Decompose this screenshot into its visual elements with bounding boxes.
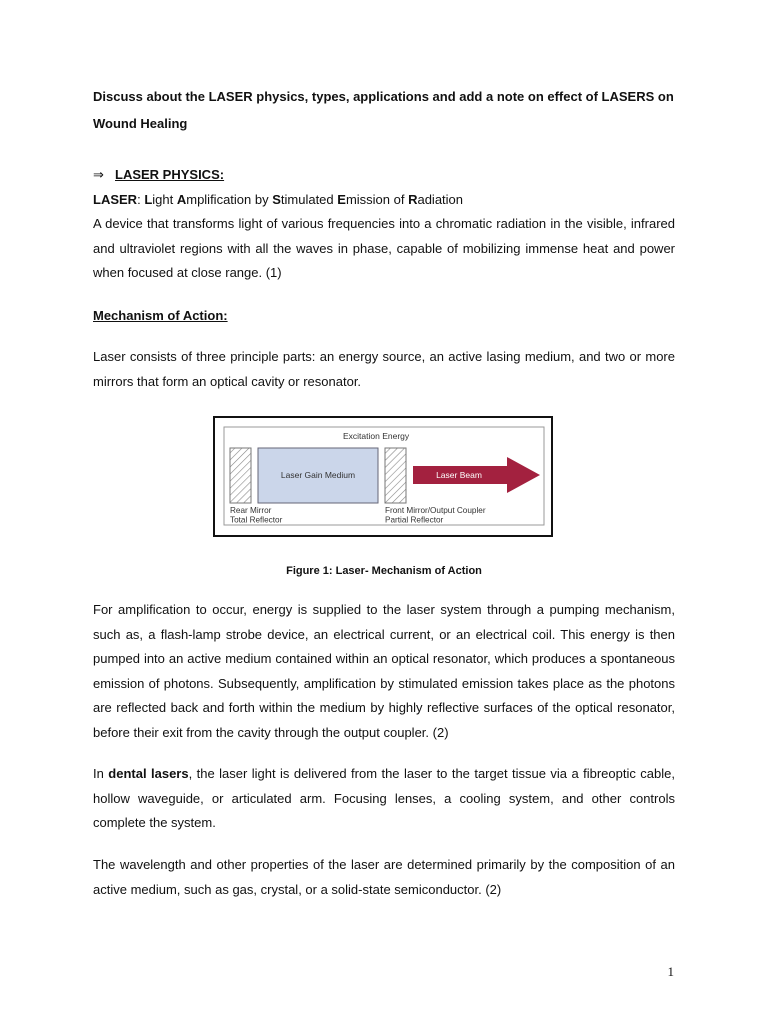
letter-r: R bbox=[408, 192, 418, 207]
front-mirror-label: Front Mirror/Output Coupler bbox=[385, 506, 486, 515]
excitation-energy-label: Excitation Energy bbox=[343, 431, 410, 441]
laser-diagram bbox=[215, 418, 551, 535]
gain-medium-label: Laser Gain Medium bbox=[280, 470, 356, 480]
front-mirror-shape bbox=[385, 448, 406, 503]
laser-term: LASER bbox=[93, 192, 138, 207]
laser-acronym-definition bbox=[93, 188, 675, 213]
laser-physics-heading: LASER PHYSICS: bbox=[115, 167, 225, 182]
total-reflector-label: Total Reflector bbox=[230, 515, 283, 525]
word-ight: ight bbox=[152, 192, 177, 207]
rear-mirror-label: Rear Mirror bbox=[230, 506, 272, 515]
word-adiation: adiation bbox=[417, 192, 464, 207]
word-mplification: mplification by bbox=[186, 192, 273, 207]
word-timulated: timulated bbox=[280, 192, 338, 207]
letter-e: E bbox=[337, 192, 346, 207]
letter-s: S bbox=[272, 192, 281, 207]
document-title: Discuss about the LASER physics, types, applications and add a note on effect of LASERS on Wound Healing bbox=[93, 89, 674, 131]
mechanism-heading: Mechanism of Action: bbox=[93, 308, 228, 323]
word-mission: mission of bbox=[345, 192, 409, 207]
paragraph-dental-lasers bbox=[93, 762, 675, 836]
figure-laser-mechanism bbox=[213, 416, 553, 537]
page-number: 1 bbox=[667, 964, 674, 979]
letter-l: L bbox=[144, 192, 153, 207]
rear-mirror-shape bbox=[230, 448, 251, 503]
section-heading-laser-physics bbox=[93, 163, 675, 188]
dental-rest: , the laser light is delivered from the laser to the target tissue via a fibreoptic cable, hollow waveguide, or articulated arm. Focusing lenses, a cooling system, and other controls complete the system. bbox=[93, 766, 675, 830]
right-arrow-icon: ⇒ bbox=[93, 167, 104, 182]
colon: : bbox=[137, 192, 141, 207]
partial-reflector-label: Partial Reflector bbox=[385, 515, 444, 525]
figure-caption: Figure 1: Laser- Mechanism of Action bbox=[286, 565, 482, 577]
paragraph-amplification: For amplification to occur, energy is supplied to the laser system through a pumping mechanism, such as, a flash-lamp strobe device, an electrical current, or an electrical coil. This energy is then pumped into an active medium contained within an optical resonator, which produces a spontaneous emission of photons. Subsequently, amplification by stimulated emission takes place as the photons are reflected back and forth within the medium by highly reflective surfaces of the optical resonator, before their exit from the cavity through the output coupler. (2) bbox=[93, 602, 675, 740]
laser-beam-label: Laser Beam bbox=[436, 470, 482, 480]
dental-prefix: In bbox=[93, 766, 109, 781]
letter-a: A bbox=[176, 192, 187, 207]
paragraph-wavelength: The wavelength and other properties of the laser are determined primarily by the composition of an active medium, such as gas, crystal, or a solid-state semiconductor. (2) bbox=[93, 857, 675, 897]
paragraph-three-parts: Laser consists of three principle parts: an energy source, an active lasing medium, and two or more mirrors that form an optical cavity or resonator. bbox=[93, 349, 675, 389]
paragraph-device-definition: A device that transforms light of various frequencies into a chromatic radiation in the visible, infrared and ultraviolet regions with all the waves in phase, capable of mobilizing immense heat and power when focused at close range. (1) bbox=[93, 216, 675, 280]
dental-lasers-term: dental lasers bbox=[108, 766, 189, 781]
